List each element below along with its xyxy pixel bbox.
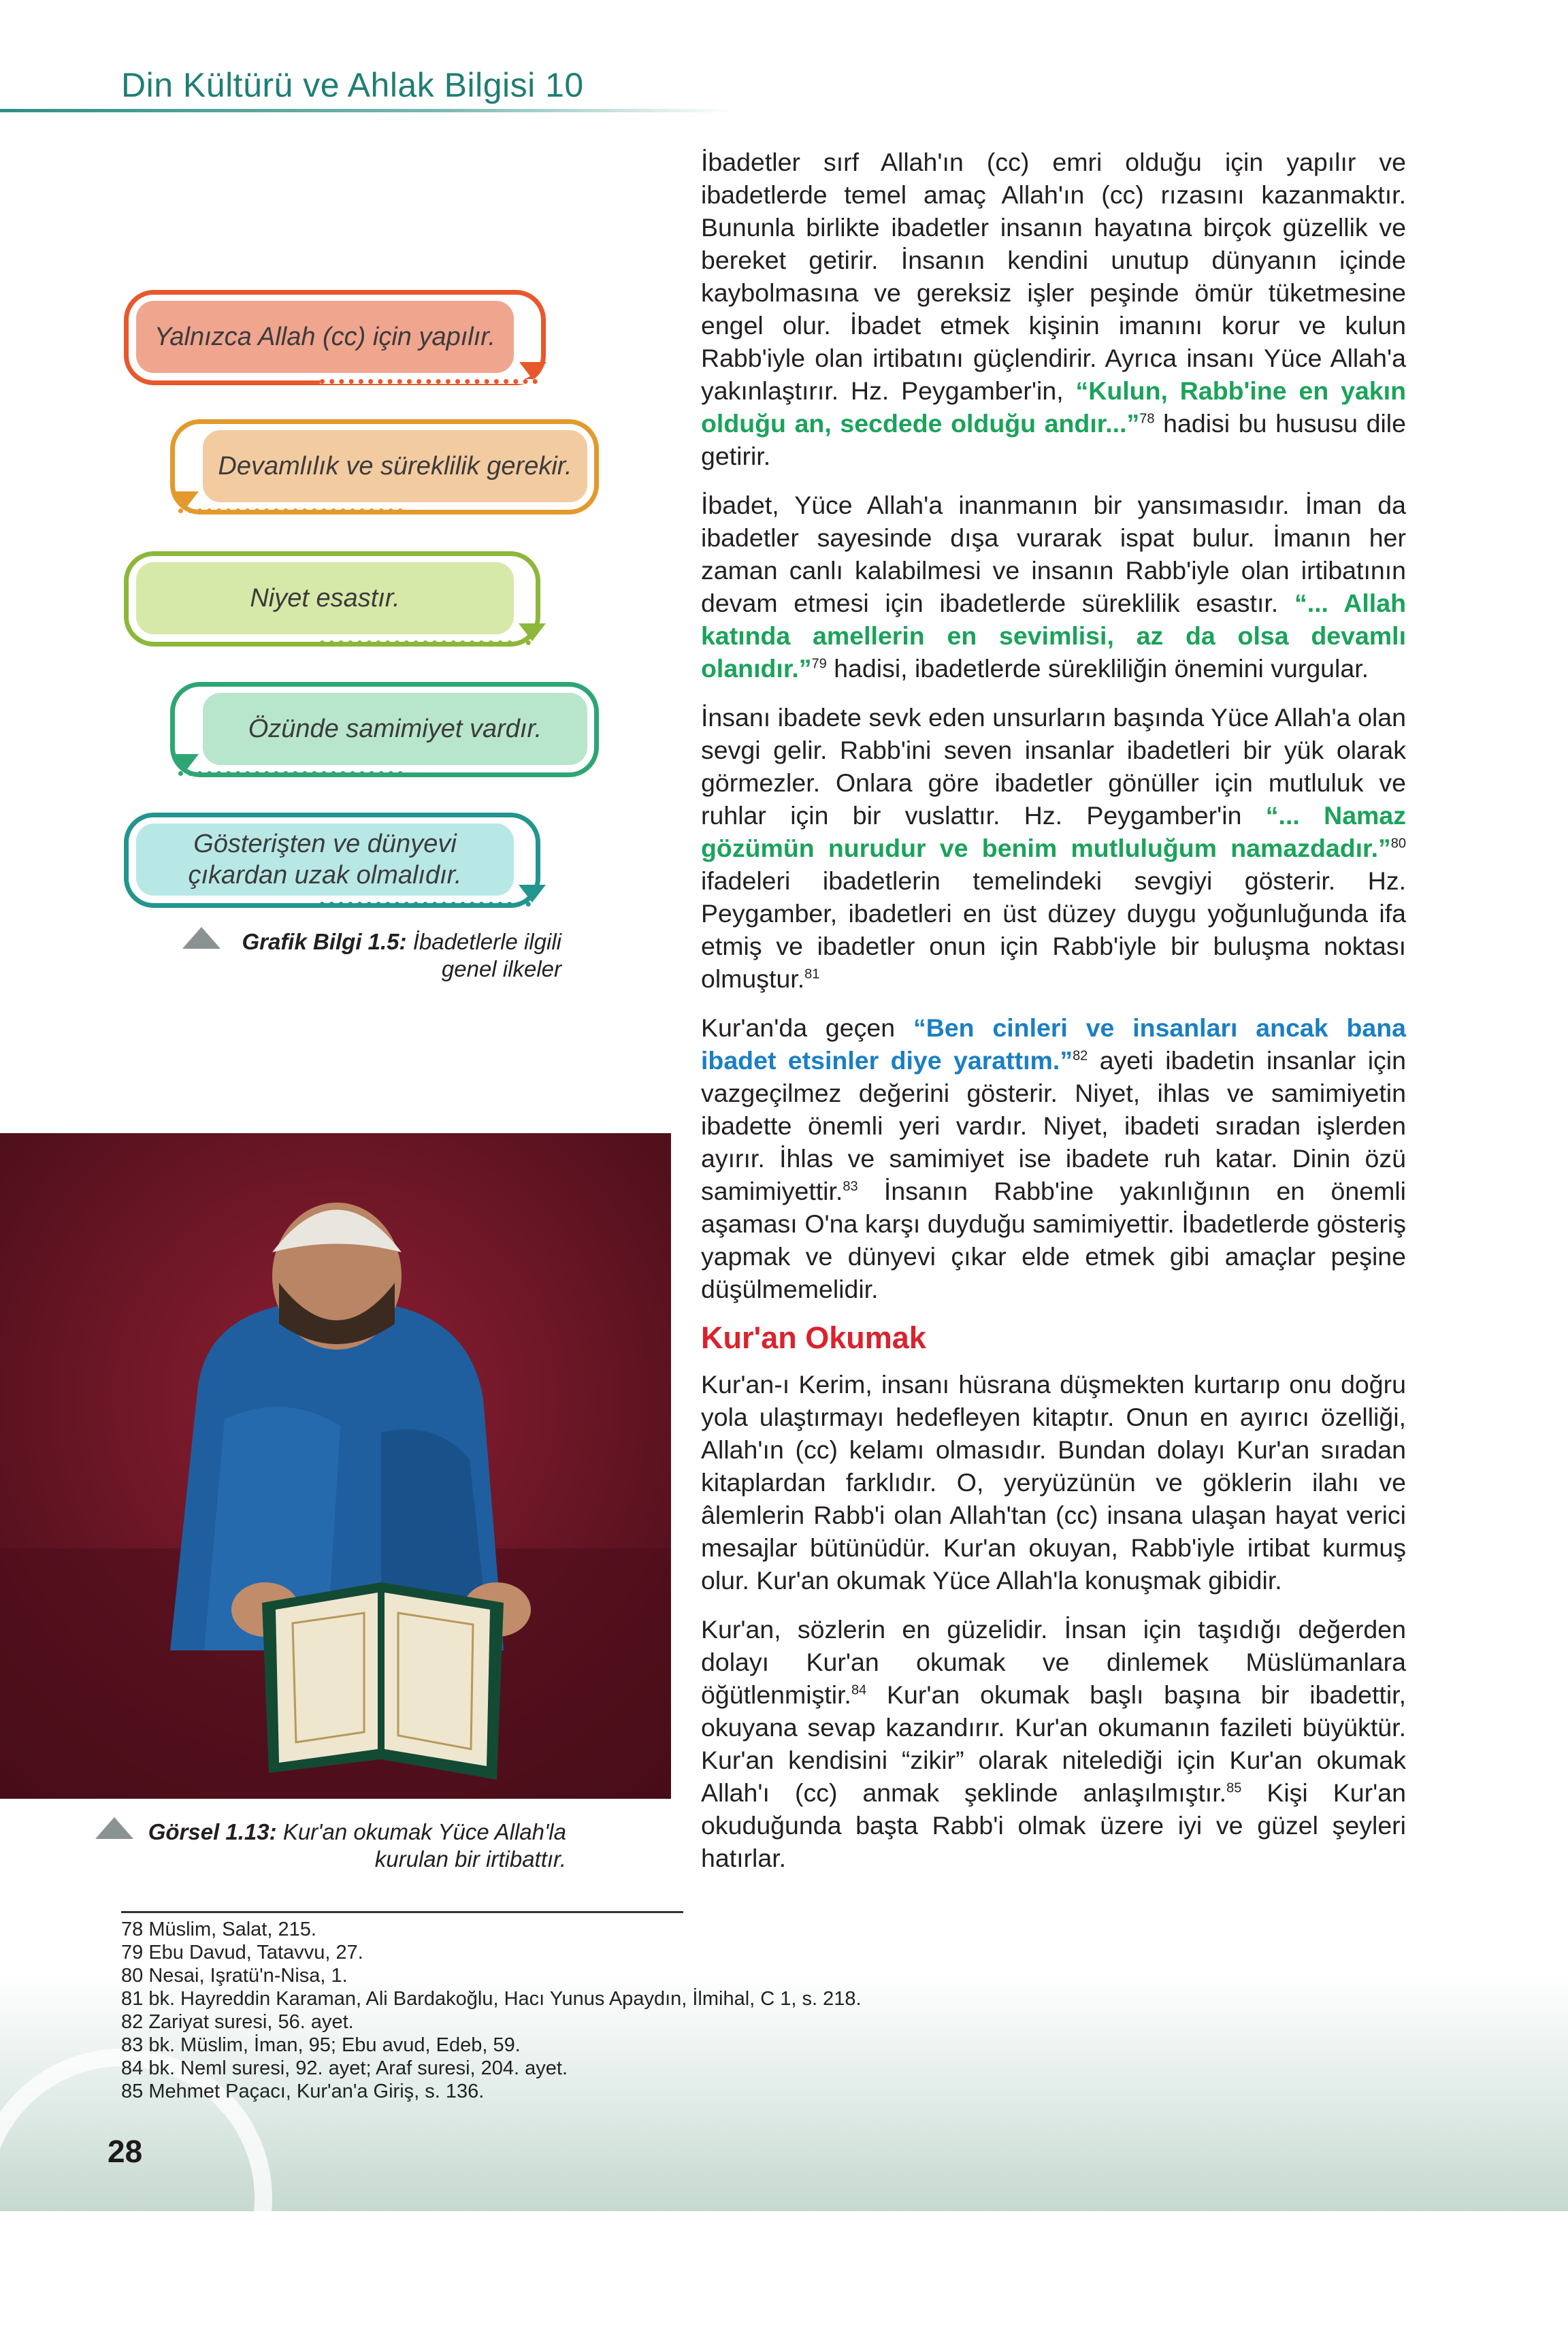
photo-caption-line1: Kur'an okumak Yüce Allah'la: [282, 1819, 566, 1844]
photo-caption: [136, 1819, 566, 1873]
diagram-item-1: [136, 301, 514, 373]
p4-ayah-quote: “Ben cinleri ve insanları ancak bana ibadet etsinler diye yarattım.”: [701, 1013, 1407, 1075]
diagram-dots-1: [320, 379, 538, 384]
p2-text-end: hadisi, ibadetlerde sürekliliğin önemini vurgular.: [826, 654, 1369, 683]
p1-footnote-ref: 78: [1139, 411, 1155, 427]
section-heading-kuran-okumak: Kur'an Okumak: [701, 1320, 926, 1355]
diagram-arrow-3-icon: [519, 623, 546, 641]
p3-text-end: ifadeleri ibadetlerin temelindeki sevgiyi gösterir. Hz. Peygamber, ibadetleri en üst düzey duygu yoğunluğunda ifa etmiş ve ibadetler onun için Rabb'iyle bir buluşma noktası olmuştur.: [701, 866, 1406, 993]
diagram-caption-line2: genel ilkeler: [441, 956, 561, 981]
footnote-item: 84 bk. Neml suresi, 92. ayet; Araf suresi, 204. ayet.: [121, 2057, 568, 2079]
page-number: 28: [108, 2134, 143, 2169]
diagram-caption: [225, 928, 561, 983]
footnote-item: 78 Müslim, Salat, 215.: [121, 1919, 316, 1940]
p6-text-mid: Kur'an okumak başlı başına bir ibadettir, okuyana sevap kazandırır. Kur'an okumanın fazileti büyüktür. Kur'an kendisini “zikir” olarak nitelediği için Kur'an okumak Allah'ı (cc) anmak şeklinde anlaşılmıştır.: [701, 1680, 1406, 1807]
page-header-title: Din Kültürü ve Ahlak Bilgisi 10: [121, 66, 584, 104]
p2-hadith-quote: “... Allah katında amellerin en sevimlisi, az da olsa devamlı olanıdır.”: [701, 589, 1406, 683]
photo-caption-label: Görsel 1.13:: [148, 1819, 277, 1844]
diagram-item-2-text: Devamlılık ve süreklilik gerekir.: [218, 452, 572, 480]
diagram-item-3-text: Niyet esastır.: [250, 584, 400, 613]
diagram-item-3: [136, 562, 514, 634]
diagram-dots-3: [320, 640, 531, 645]
p6-text-end: Kişi Kur'an okuduğunda başta Rabb'i olmak üzere iyi ve güzel şeyleri hatırlar.: [701, 1778, 1406, 1872]
p6-footnote-ref-2: 85: [1226, 1780, 1242, 1796]
p1-hadith-quote: “Kulun, Rabb'ine en yakın olduğu an, secdede olduğu andır...”: [701, 376, 1406, 438]
footnotes: [121, 1918, 862, 2103]
diagram-dots-2: [178, 508, 403, 513]
footnote-item: 83 bk. Müslim, İman, 95; Ebu avud, Edeb, 59.: [121, 2034, 521, 2056]
paragraph-4: [701, 1011, 1406, 1305]
diagram-caption-line1: İbadetlerle ilgili: [412, 929, 561, 954]
photo-caption-line2: kurulan bir irtibattır.: [374, 1846, 566, 1872]
header-divider: [0, 109, 735, 112]
p3-footnote-ref-2: 81: [804, 966, 820, 982]
quran-reading-photo: [0, 1133, 671, 1799]
diagram-arrow-4-icon: [172, 754, 199, 772]
paragraph-6: [701, 1613, 1406, 1874]
paragraph-2: [701, 489, 1406, 685]
paragraph-3: [701, 701, 1406, 995]
diagram-item-1-text: Yalnızca Allah (cc) için yapılır.: [154, 323, 496, 351]
p2-text: İbadet, Yüce Allah'a inanmanın bir yansımasıdır. İman da ibadetler sayesinde dışa vurarak ispat bulur. İmanın her zaman canlı kalabilmesi ve insanın Rabb'iyle olan irtibatının devam etmesi için ibadetlerde süreklilik esastır.: [701, 491, 1406, 617]
footnote-item: 79 Ebu Davud, Tatavvu, 27.: [121, 1942, 363, 1963]
p4-text: Kur'an'da geçen: [701, 1013, 913, 1042]
diagram-dots-4: [178, 771, 403, 776]
p4-footnote-ref: 82: [1073, 1048, 1088, 1064]
diagram-dots-5: [320, 902, 531, 907]
footnote-item: 80 Nesai, Işratü'n-Nisa, 1.: [121, 1965, 348, 1987]
main-text-column: [701, 146, 1406, 1891]
footnote-divider: [121, 1911, 683, 1913]
footnote-item: 81 bk. Hayreddin Karaman, Ali Bardakoğlu, Hacı Yunus Apaydın, İlmihal, C 1, s. 218.: [121, 1988, 862, 2010]
diagram-caption-label: Grafik Bilgi 1.5:: [242, 929, 407, 954]
p4-text-end: İnsanın Rabb'ine yakınlığının en önemli aşaması O'na karşı duyduğu samimiyettir. İbadetlerde gösteriş yapmak ve dünyevi çıkar elde etmek gibi amaçlar peşine düşülmemelidir.: [701, 1177, 1406, 1303]
diagram-arrow-1-icon: [519, 362, 546, 380]
man-reading-quran-illustration: [0, 1133, 671, 1799]
p4-text-mid: ayeti ibadetin insanlar için vazgeçilmez değerini gösterir. Niyet, ihlas ve samimiyetin ibadette önemli yeri vardır. Niyet, ibadeti sıradan işlerden ayırır. İhlas ve samimiyet ise ibadete ruh katar. Dinin özü samimiyettir.: [701, 1046, 1406, 1205]
p4-footnote-ref-2: 83: [843, 1179, 858, 1194]
p6-footnote-ref: 84: [851, 1682, 867, 1698]
diagram-arrow-2-icon: [172, 491, 199, 509]
diagram-arrow-5-icon: [519, 885, 546, 902]
diagram-item-4: [203, 693, 587, 765]
photo-caption-triangle-icon: [95, 1817, 133, 1839]
footnote-item: 85 Mehmet Paçacı, Kur'an'a Giriş, s. 136.: [121, 2081, 485, 2102]
diagram-item-5: [136, 824, 514, 896]
p1-text: İbadetler sırf Allah'ın (cc) emri olduğu için yapılır ve ibadetlerde temel amaç Allah'ın (cc) rızasını kazanmaktır. Bununla birlikte ibadetler insanın hayatına birçok güzellik ve bereket getirir. İnsanın kendini unutup dünyanın içinde kaybolmasına ve gereksiz işler peşinde ömür tüketmesine engel olur. İbadet etmek kişinin imanını korur ve kulun Rabb'iyle olan irtibatını güçlendirir. Ayrıca insanı Yüce Allah'a yakınlaştırır. Hz. Peygamber'in,: [701, 148, 1406, 405]
p3-footnote-ref: 80: [1390, 836, 1406, 851]
diagram-item-4-text: Özünde samimiyet vardır.: [248, 715, 542, 743]
p1-text-end: hadisi bu hususu dile getirir.: [701, 409, 1406, 470]
caption-triangle-icon: [182, 927, 220, 949]
paragraph-5: Kur'an-ı Kerim, insanı hüsrana düşmekten kurtarıp onu doğru yola ulaştırmayı hedefleyen kitaptır. Onun en ayırıcı özelliği, Allah'ın (cc) kelamı olmasıdır. Bundan dolayı Kur'an sıradan kitaplardan farklıdır. O, yeryüzünün ve göklerin ilahı ve âlemlerin Rabb'i olan Allah'tan (cc) insana ulaşan hayat verici mesajlar bütünüdür. Kur'an okuyan, Rabb'iyle irtibat kurmuş olur. Kur'an okumak Yüce Allah'la konuşmak gibidir.: [701, 1370, 1406, 1595]
p3-text: İnsanı ibadete sevk eden unsurların başında Yüce Allah'a olan sevgi gelir. Rabb'ini seven insanlar ibadetleri bir yük olarak görmezler. Onlara göre ibadetler gönüller için mutluluk ve ruhlar için bir vuslattır. Hz. Peygamber'in: [701, 703, 1406, 830]
footnote-item: 82 Zariyat suresi, 56. ayet.: [121, 2011, 354, 2033]
diagram-item-2: [203, 430, 587, 502]
diagram-item-5-line2: çıkardan uzak olmalıdır.: [188, 861, 462, 890]
diagram-item-5-line1: Gösterişten ve dünyevi: [193, 830, 457, 858]
p3-hadith-quote: “... Namaz gözümün nurudur ve benim mutluluğum namazdadır.”: [701, 801, 1406, 862]
p2-footnote-ref: 79: [811, 656, 827, 672]
p6-text: Kur'an, sözlerin en güzelidir. İnsan için taşıdığı değerden dolayı Kur'an okumak ve dinlemek Müslümanlara öğütlenmiştir.: [701, 1615, 1406, 1709]
paragraph-1: [701, 146, 1406, 472]
